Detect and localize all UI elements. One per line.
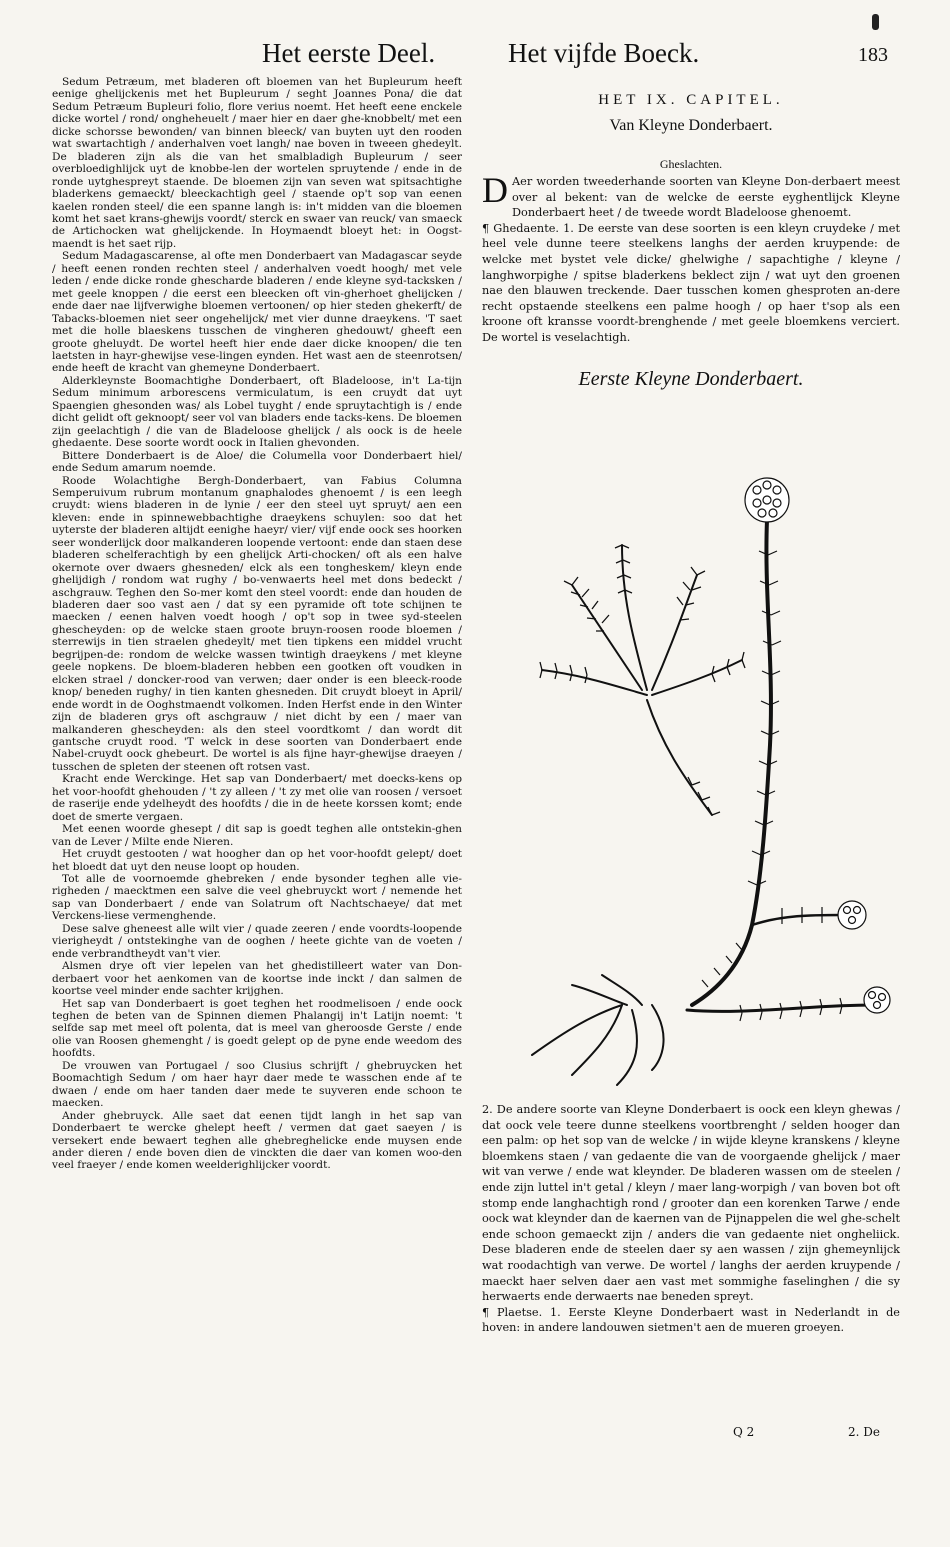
paragraph: De vrouwen van Portugael / soo Clusius schrijft / ghebruycken het Boomachtigh Sedum / om haer hayr daer mede te wasschen ende af te dwaen / ende om haer tanden daer mede te suyveren ende schoon te maecken.: [52, 1059, 462, 1110]
paragraph: Het cruydt gestooten / wat hoogher dan op het voor-hoofdt gelept/ doet het bloedt dat uyt den neuse loopt op houden.: [52, 848, 462, 873]
running-head-left: Het eerste Deel.: [262, 38, 436, 68]
chapter-heading: HET IX. CAPITEL.: [598, 92, 784, 108]
paragraph: Bittere Donderbaert is de Aloe/ die Columella voor Donderbaert hiel/ ende Sedum amarum noemde.: [52, 449, 462, 475]
paragraph: Dese salve gheneest alle wilt vier / quade zeeren / ende voordts-loopende vierigheydt / ontstekinghe van de ooghen / heete gichte van de voeten / ende verbrandtheydt van't vier.: [52, 922, 462, 960]
catchword: 2. De: [848, 1425, 880, 1439]
paragraph: Sedum Petræum, met bladeren oft bloemen van het Bupleurum heeft eenige ghelijckenis met het Bupleurum / seght Joannes Pona/ die dat Sedum Petræum Bupleuri folio, flore verius noemt. Het heeft eene enckele dicke wortel / rond/ ongheheuelt / maer hier en daer ghe-knobbelt/ met een dicke schorsse bewonden/ van binnen bleeck/ van buyten uyt den rooden wat swartachtigh / anderhalven voet langh/ nae boven in tweeen ghedeylt. De bladeren zijn als die van het smalbladigh Bupleurum / seer overbloedighlijck uyt de knobbe-len der wortelen spruytende / ende in de ronde uytghespreyt staende. De bloemen zijn van seven wat spitsachtighe bladerkens gemaeckt/ bleeckachtigh geel / staende op't sop van eenen kaelen ronden steel/ die een spanne langh is: in't midden van die bloemen komt het saet krans-ghewijs voordt/ sterck en swaer van reuck/ van smaeck de Artichocken wat ghelijckende. In Hoymaendt bloeyt het: in Oogst-maendt is het saet rijp.: [52, 76, 462, 250]
intro-block: [482, 170, 900, 346]
paragraph: Het sap van Donderbaert is goet teghen het roodmelisoen / ende oock teghen de beten van de Spinnen diemen Phalangij in't Latijn noemt: 't selfde sap met meel oft polenta, dat is meel van gheroosde Gerste / ende olie van Roosen ghemenght / is goedt gelept op de pyne ende weedom des hoofdts.: [52, 997, 462, 1060]
figure-caption: Eerste Kleyne Donderbaert.: [578, 367, 804, 390]
running-head-right: Het vijfde Boeck.: [508, 38, 700, 68]
paragraph: Kracht ende Werckinge. Het sap van Donderbaert/ met doecks-kens op het voor-hoofdt ghehouden / 't zy alleen / 't zy met olie van roosen / versoet de raserije ende ydelheydt des hoofdts / die in de heete korssen komt; ende doet de smerte vergaen.: [52, 773, 462, 823]
paragraph: Met eenen woorde ghesept / dit sap is goedt teghen alle ontstekin-ghen van de Lever / Milte ende Nieren.: [52, 823, 462, 848]
right-column-top: [482, 92, 900, 391]
paragraph: Roode Wolachtighe Bergh-Donderbaert, van Fabius Columna Semperuivum rubrum montanum gnaphalodes ghenoemt / is een leegh cruydt: wiens bladeren in de lynie / eer den steel uyt spruyt/ aen een kleven: ende in spinnewebbachtighe draeykens schuylen: soo dat het uyterste der bladeren altijdt eenighe haeyr/ vier/ vijf ende oock ses hoorken seer wonderlijck door malkanderen loopende vertoont: ende dan staen dese bladeren schelferachtigh by een ghelijck Arti-chocken/ oft als een halve okernote over dwaers ghesneden/ elck als een tongheskem/ kleyn ende ghelijdigh / rondom wat rughy / bo-venwaerts heel met dons bedeckt / aschgrauw. Teghen den So-mer komt den steel voordt: ende dan houden de bladeren daer soo vast aen / dat sy een pyramide oft tote schijnen te maecken / eenen halven voedt hoogh / op't sop in twee syd-steelen ghescheyden: op de welcke staen groote bruyn-roosen roode bloemen / sterrewijs in tien straelen ghedeylt/ met tien tipkens een middel vrucht begrijpen-de: rondom de welcke wassen twintigh draeykens / met kleyne geele nopkens. De bloem-bladeren hebben een gootken oft voudken in elcken strael / doncker-rood van verwen; daer onder is een bleeck-roode knop/ beneden rughy/ in tien kanten ghesneden. Dit cruydt bloeyt in April/ ende wordt in de Ooghstmaendt volkomen. Inden Herfst ende in den Winter zijn de bladeren grys oft aschgrauw / niet dicht by een / maer van malkanderen ghescheyden: als den steel voordtkomt / dan wordt dit gantsche cruydt rood. 'T welck in dese soorten van Donderbaert ende Nabel-cruydt oock ghebeurt. De wortel is als fijne hayr-ghewijse draeyen / tusschen de spleten der steenen oft rotsen vast.: [52, 474, 462, 773]
paragraph: Tot alle de voornoemde ghebreken / ende bysonder teghen alle vie-righeden / maecktmen een salve die veel ghebruyckt wort / nemende het sap van Donderbaert / ende van Solatrum oft Nachtschaeye/ dat met Verckens-liese vermenghende.: [52, 873, 462, 923]
section-heading: Gheslachten.: [659, 157, 723, 171]
paragraph: ¶ Plaetse. 1. Eerste Kleyne Donderbaert wast in Nederlandt in de hoven: in andere landouwen sietmen't aen de mueren groeyen.: [482, 1305, 900, 1335]
right-column-bottom: [482, 1102, 900, 1336]
paragraph: Aer worden tweederhande soorten van Kleyne Don-derbaert meest over al bekent: van de welcke de eerste eyghentlijck Kleyne Donderbaert heet / de tweede wordt Bladeloose ghenoemt.: [512, 175, 900, 220]
paragraph: Alsmen drye oft vier lepelen van het ghedistilleert water van Don-derbaert voor het aenkomen van de koortse inde inckt / dan salmen de koortse veel minder ende sachter krijghen.: [52, 960, 462, 998]
plant-illustration: [512, 445, 902, 1100]
paragraph: Ander ghebruyck. Alle saet dat eenen tijdt langh in het sap van Donderbaert te wercke ghelept heeft / vermen dat gaet saeyen / is versekert ende bewaert teghen alle ghebreghelicke ende muysen ende ander dieren / ende boven dien de vinckten die daer van komen woo-den veel fraeyer / ende komen weelderighlijcker voordt.: [52, 1109, 462, 1172]
chapter-subtitle: Van Kleyne Donderbaert.: [609, 117, 773, 134]
drop-cap: D: [482, 170, 508, 210]
paragraph: ¶ Ghedaente. 1. De eerste van dese soorten is een kleyn cruydeke / met heel vele dunne teere steelkens langhs der aerden kruypende: de welcke met bystet vele dicke/ ghelwighe / sapachtighe / kleyne / langhworpighe / spitse bladerkens beklect zijn / wat uyt den groenen nae den blauwen treckende. Daer tusschen komen ghesproten an-dere recht opstaende steelkens een palme hoogh / op haer t'sop als een kroone oft kransse voordt-brenghende / met geele bloemkens verciert. De wortel is veselachtigh.: [482, 221, 900, 344]
paragraph: Alderkleynste Boomachtighe Donderbaert, oft Bladeloose, in't La-tijn Sedum minimum arborescens vermiculatum, is een cruydt dat uyt Spaengien ghesonden was/ als Lobel tuyght / ende spruytachtigh is / ende dicht gelidt oft geknoopt/ seer vol van bladers ende tacks-kens. De bloemen zijn geelachtigh / die van de Bladeloose ghelijck / als oock is de heele ghedaente. Dese soorte wordt oock in Italien ghevonden.: [52, 374, 462, 450]
paragraph: Sedum Madagascarense, al ofte men Donderbaert van Madagascar seyde / heeft eenen ronden rechten steel / anderhalven voedt hoogh/ met vele leden / ende dicke ronde ghescharde bladeren / ende kleyne syd-tacksken / met geele knoppen / die eerst een bleecken oft vin-gherhoet ghelijcken / ende daer nae lijfverwighe bloemen vertoonen/ op hier steden ghekerft/ de Tabacks-bloemen niet seer ongehelijck/ met vier dunne draeykens. 'T saet met die holle blaeskens tusschen de vingheren ghedouwt/ gheeft een groote gheluydt. De wortel heeft hier ende daer dicke knoopen/ die ten laetsten in hayr-ghewijse vese-lingen eynden. Het wast aen de steenrotsen/ ende heeft de kracht van ghemeyne Donderbaert.: [52, 250, 462, 375]
signature-mark: Q 2: [733, 1425, 755, 1439]
ink-blot: [872, 14, 879, 30]
paragraph: 2. De andere soorte van Kleyne Donderbaert is oock een kleyn ghewas / dat oock vele teere dunne steelkens voortbrenght / selden hooger dan een palm: op het sop van de welcke / in wijde kleyne kranskens / kleyne bloemkens staen / van gedaente die van de voorgaende ghelijck / maer wit van verwe / ende wat kleynder. De bladeren wassen om de steelen / ende zijn luttel in't getal / kleyn / maer lang-worpigh / van boven bot oft stomp ende langhachtigh rond / grooter dan een korenken Tarwe / ende oock wat kleynder dan de kaernen van de Pijnappelen die wel ghe-schelt ende schoon gemaeckt zijn / anders die van gedaente niet ongheliick. Dese bladeren ende de steelen daer sy aen wassen / zijn ghemeynlijck wat roodachtigh van verwe. De wortel / langhs der aerden kruypende / maeckt haer selven daer aen vast met sommighe faselinghen / die sy herwaerts ende derwaerts nae beneden spreyt.: [482, 1103, 900, 1304]
page-number: 183: [858, 44, 888, 66]
left-column: [52, 76, 462, 1172]
